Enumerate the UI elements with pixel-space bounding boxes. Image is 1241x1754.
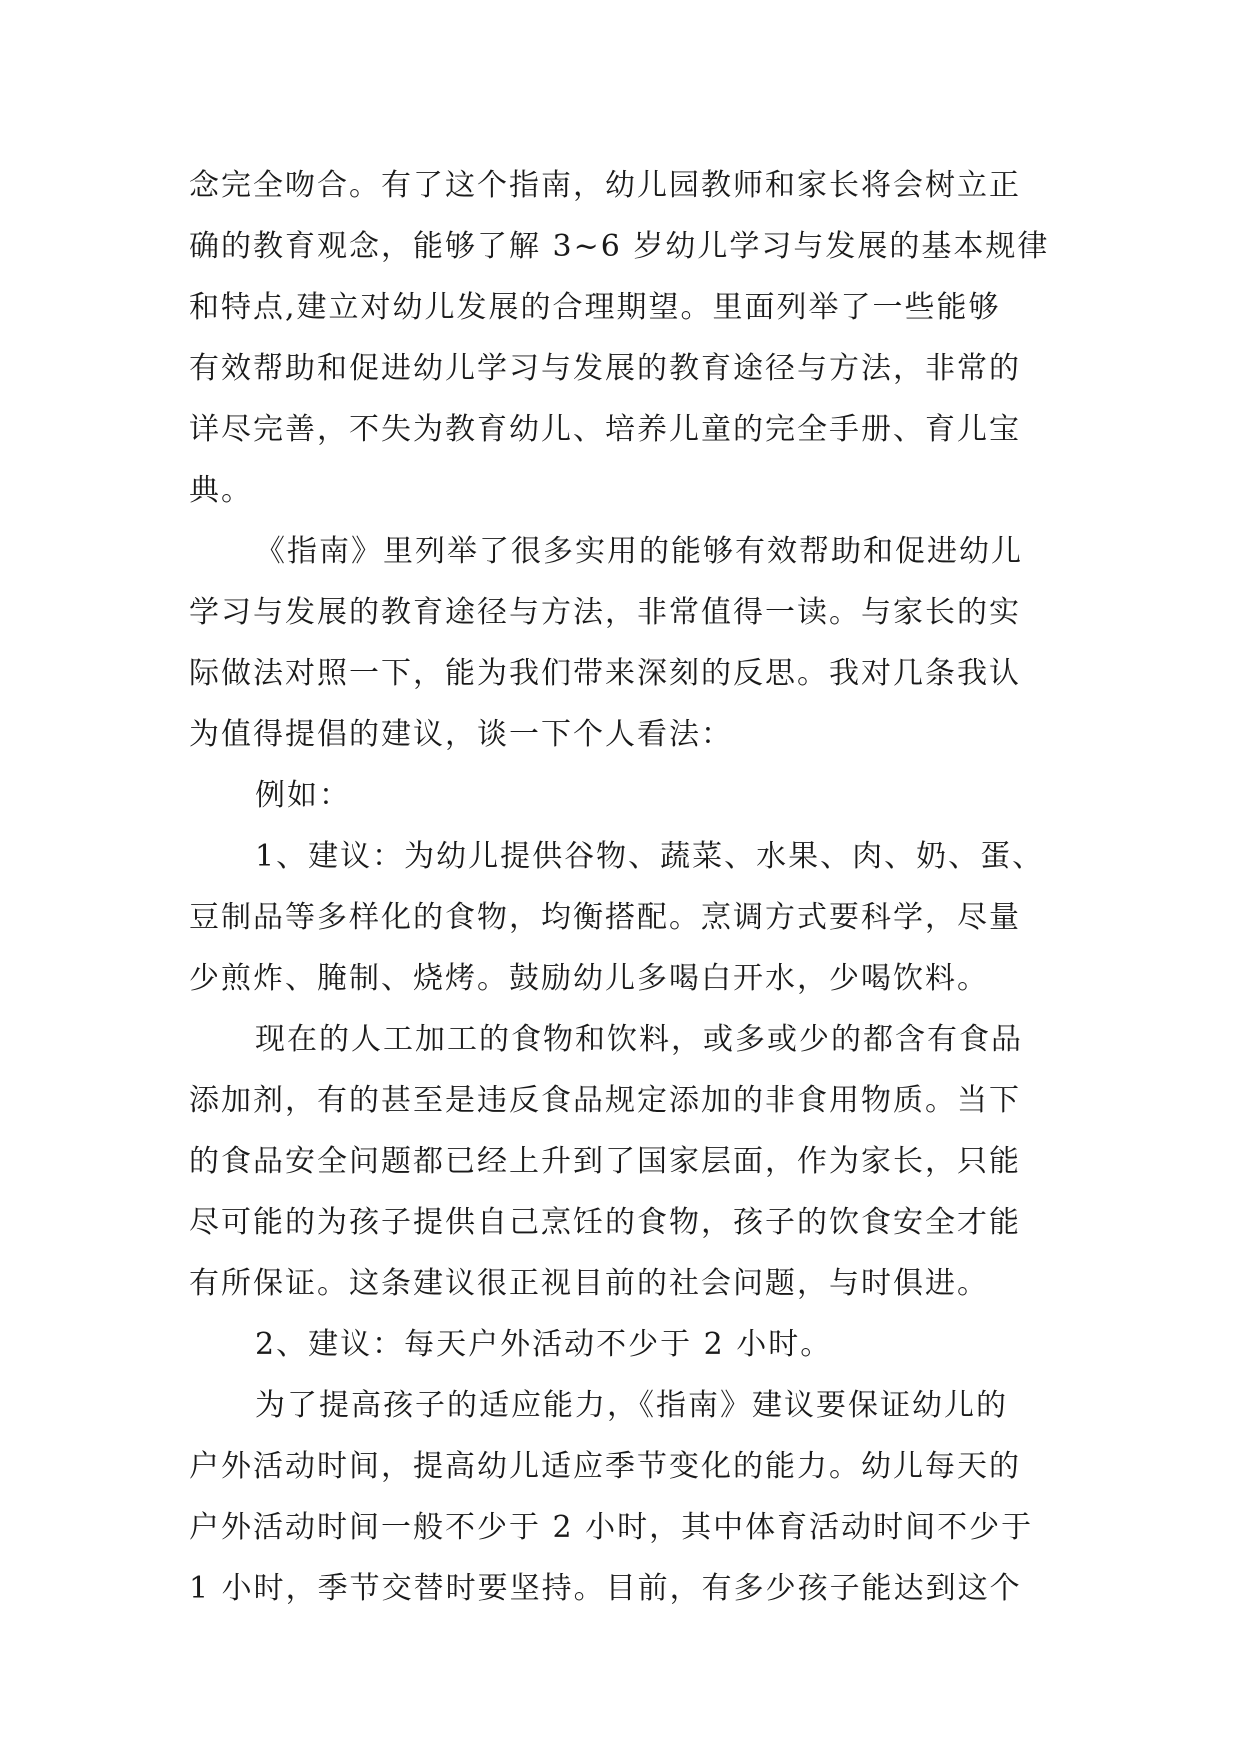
paragraph-first-line: 为了提高孩子的适应能力，《指南》建议要保证幼儿的 — [255, 1388, 1008, 1423]
text-line: 1 小时，季节交替时要坚持。目前，有多少孩子能达到这个 — [189, 1571, 1022, 1606]
text-line: 的食品安全问题都已经上升到了国家层面，作为家长，只能 — [189, 1144, 1021, 1179]
body-text — [189, 155, 1059, 1619]
text-line: 念完全吻合。有了这个指南，幼儿园教师和家长将会树立正 — [189, 168, 1021, 203]
text-line: 户外活动时间，提高幼儿适应季节变化的能力。幼儿每天的 — [189, 1449, 1021, 1484]
text-line: 户外活动时间一般不少于 2 小时，其中体育活动时间不少于 — [189, 1510, 1034, 1545]
text-line: 有效帮助和促进幼儿学习与发展的教育途径与方法，非常的 — [189, 351, 1021, 386]
text-line: 为值得提倡的建议，谈一下个人看法： — [189, 717, 733, 752]
text-line: 学习与发展的教育途径与方法，非常值得一读。与家长的实 — [189, 595, 1021, 630]
paragraph-first-line: 2、建议：每天户外活动不少于 2 小时。 — [255, 1327, 833, 1362]
text-line: 际做法对照一下，能为我们带来深刻的反思。我对几条我认 — [189, 656, 1021, 691]
paragraph-first-line: 现在的人工加工的食物和饮料，或多或少的都含有食品 — [255, 1022, 1023, 1057]
paragraph-first-line: 《指南》里列举了很多实用的能够有效帮助和促进幼儿 — [255, 534, 1023, 569]
text-line: 典。 — [189, 473, 253, 508]
paragraph-first-line: 例如： — [255, 778, 351, 813]
text-line: 豆制品等多样化的食物，均衡搭配。烹调方式要科学，尽量 — [189, 900, 1021, 935]
text-line: 和特点,建立对幼儿发展的合理期望。里面列举了一些能够 — [189, 290, 1001, 325]
text-line: 详尽完善，不失为教育幼儿、培养儿童的完全手册、育儿宝 — [189, 412, 1021, 447]
text-line: 有所保证。这条建议很正视目前的社会问题，与时俱进。 — [189, 1266, 989, 1301]
paragraph-first-line: 1、建议：为幼儿提供谷物、蔬菜、水果、肉、奶、蛋、 — [255, 839, 1045, 874]
text-line: 添加剂，有的甚至是违反食品规定添加的非食用物质。当下 — [189, 1083, 1021, 1118]
text-line: 少煎炸、腌制、烧烤。鼓励幼儿多喝白开水，少喝饮料。 — [189, 961, 989, 996]
text-line: 确的教育观念，能够了解 3~6 岁幼儿学习与发展的基本规律 — [189, 229, 1050, 264]
text-line: 尽可能的为孩子提供自己烹饪的食物，孩子的饮食安全才能 — [189, 1205, 1021, 1240]
